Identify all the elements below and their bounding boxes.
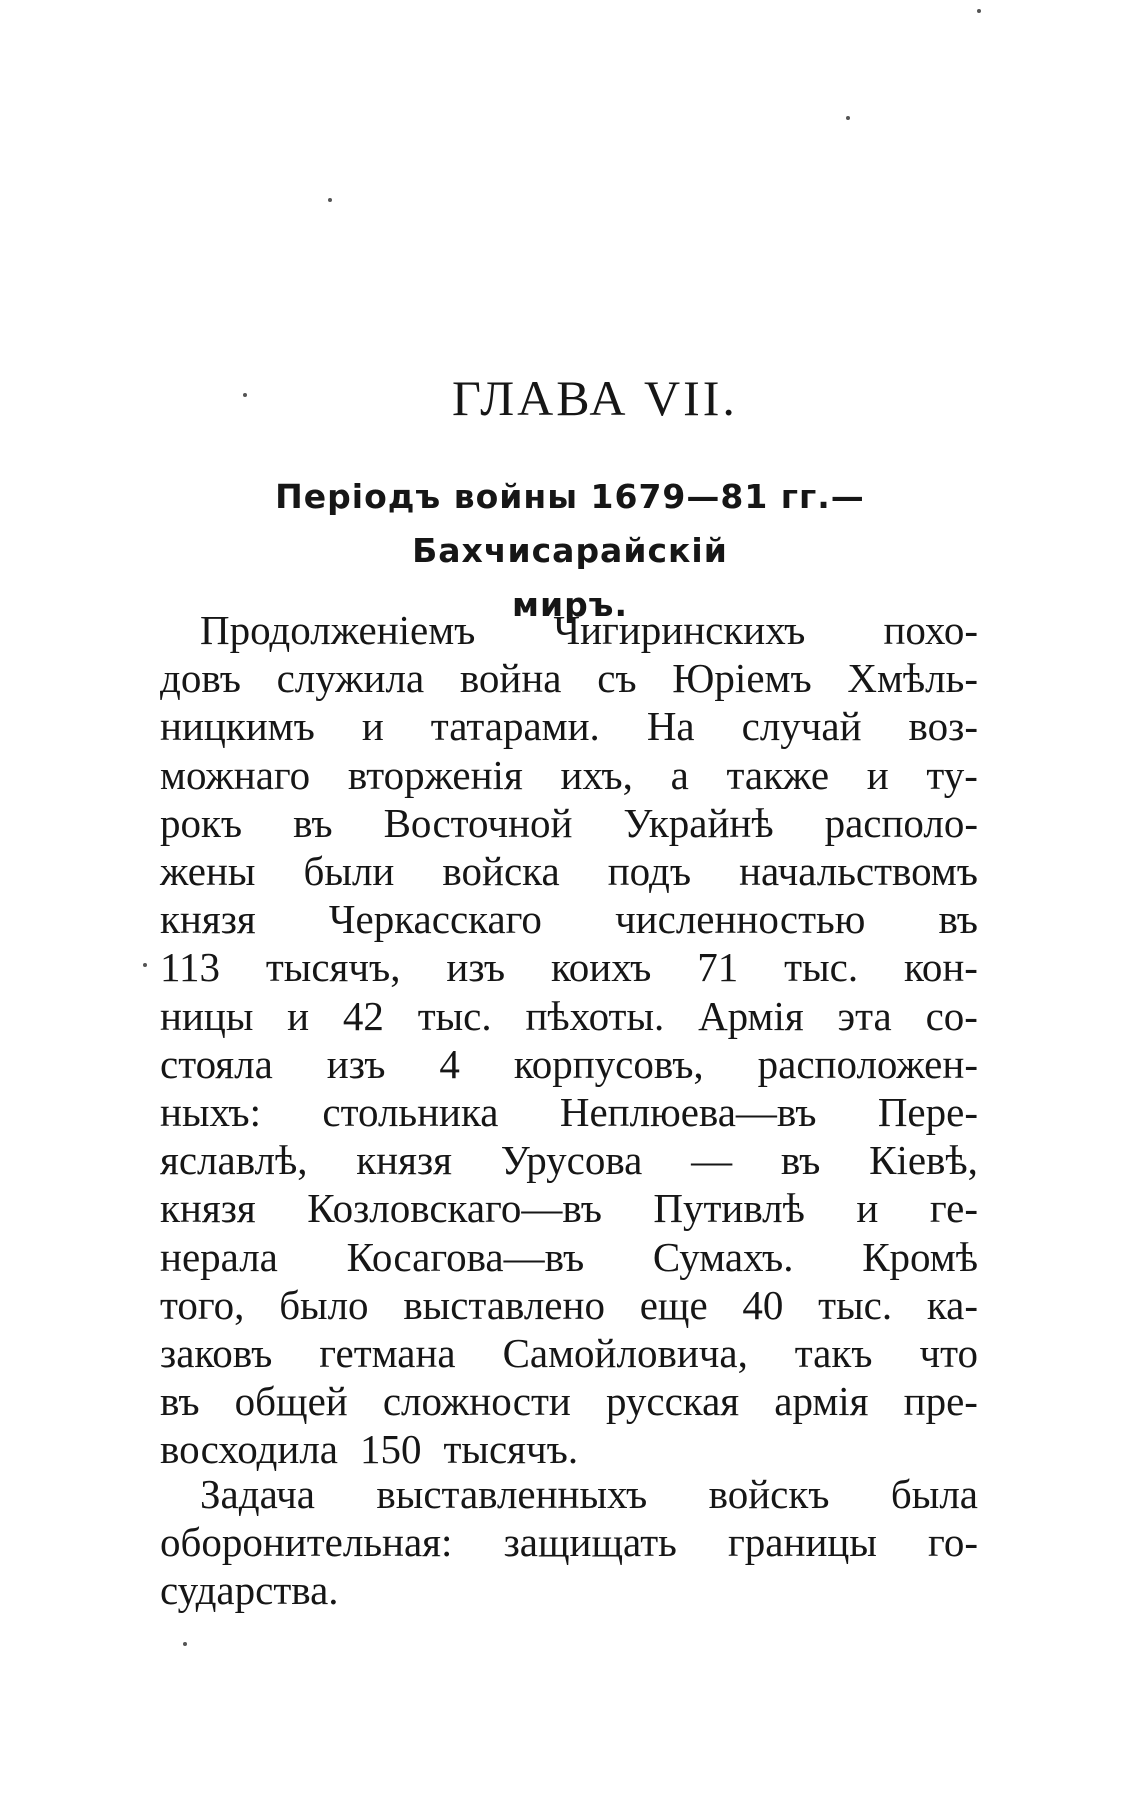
word: Задача [200, 1471, 315, 1517]
word: довъ [160, 655, 241, 702]
word: Украйнѣ [623, 799, 774, 846]
word: 150 [359, 1426, 422, 1473]
word: что [919, 1330, 978, 1376]
word: выставлено [403, 1281, 605, 1328]
word: были [303, 848, 395, 894]
print-speck [243, 393, 247, 397]
word: тыс. [784, 944, 859, 991]
word: вторженія [347, 751, 523, 798]
word: ихъ, [560, 751, 633, 798]
word: оборонительная: [160, 1519, 453, 1566]
text-line [160, 992, 978, 1040]
word: ге- [929, 1185, 978, 1232]
text-line [160, 1281, 978, 1329]
word: 40 [742, 1281, 784, 1328]
word: Урусова [500, 1137, 643, 1184]
word: въ [293, 799, 333, 846]
word: войска [442, 848, 560, 894]
text-line [160, 654, 978, 702]
text-line [160, 799, 978, 847]
word: общей [234, 1378, 348, 1425]
word: границы [727, 1519, 877, 1566]
word: тысячъ, [265, 944, 401, 991]
word: 4 [439, 1040, 460, 1087]
word: Армія [698, 992, 804, 1039]
word: го- [928, 1519, 978, 1566]
word: еще [639, 1281, 708, 1328]
word: Продолженіемъ [200, 607, 476, 653]
word: князя [160, 1185, 256, 1232]
word: — [691, 1137, 733, 1184]
word: съ [597, 655, 637, 702]
word: Черкасскаго [328, 896, 542, 943]
word: князя [356, 1137, 453, 1184]
word: начальствомъ [739, 848, 978, 894]
text-line [160, 943, 978, 991]
print-speck [328, 198, 332, 202]
word: ныхъ: [160, 1089, 262, 1135]
word: подъ [607, 848, 692, 894]
word: Сумахъ. [652, 1233, 794, 1280]
word: тыс. [818, 1281, 893, 1328]
text-line [160, 1040, 978, 1088]
word: Пере- [877, 1089, 978, 1135]
word: была [890, 1471, 978, 1517]
word: русская [605, 1378, 740, 1425]
word: воз- [908, 703, 978, 750]
word: войскъ [708, 1471, 830, 1517]
text-line [160, 1425, 978, 1473]
text-line [200, 1470, 978, 1518]
word: Чигиринскихъ [553, 607, 806, 653]
word: стольника [322, 1089, 499, 1135]
word: сложности [382, 1378, 571, 1425]
word: ка- [926, 1281, 978, 1328]
word: кон- [904, 944, 978, 991]
word: было [279, 1281, 369, 1328]
chapter-heading: ГЛАВА VII. [452, 370, 738, 426]
word: пре- [903, 1378, 978, 1425]
print-speck [846, 116, 850, 120]
word: жены [160, 848, 256, 894]
word: также [726, 751, 830, 798]
word: Юріемъ [672, 655, 812, 702]
word: На [646, 703, 695, 750]
word: расположен- [757, 1040, 978, 1087]
text-line [160, 702, 978, 750]
word: Хмѣль- [847, 655, 978, 702]
text-line [160, 751, 978, 799]
word: армія [774, 1378, 869, 1425]
subtitle-line-1: Періодъ войны 1679—81 гг.—Бахчисарайскій [275, 477, 865, 570]
word: 71 [697, 944, 739, 991]
word: со- [925, 992, 978, 1039]
word: 113 [160, 944, 220, 991]
word: Путивлѣ [653, 1185, 805, 1232]
word: восходила [160, 1426, 338, 1473]
print-speck [143, 963, 147, 967]
word: татарами. [430, 703, 600, 750]
text-line [160, 1136, 978, 1184]
word: 42 [342, 992, 384, 1039]
word: ницкимъ [160, 703, 315, 750]
word: такъ [794, 1330, 873, 1376]
word: Самойловича, [502, 1330, 748, 1376]
word: стояла [160, 1040, 273, 1087]
word: князя [160, 896, 256, 943]
word: Косагова—въ [346, 1233, 585, 1280]
word: гетмана [319, 1330, 456, 1376]
word: ту- [926, 751, 978, 798]
word: заковъ [160, 1330, 273, 1376]
word: и [856, 1185, 879, 1232]
word: того, [160, 1281, 245, 1328]
text-line [160, 1518, 978, 1566]
word: Козловскаго—въ [307, 1185, 602, 1232]
word: корпусовъ, [513, 1040, 704, 1087]
text-line [160, 1566, 978, 1614]
word: тыс. [417, 992, 492, 1039]
word: пѣхоты. [525, 992, 665, 1039]
word: изъ [446, 944, 506, 991]
word: нерала [160, 1233, 278, 1280]
word: похо- [883, 607, 978, 653]
word: ницы [160, 992, 254, 1039]
word: численностью [615, 896, 866, 943]
text-line [160, 1377, 978, 1425]
word: Кромѣ [862, 1233, 978, 1280]
word: защищать [503, 1519, 677, 1566]
word: Кіевѣ, [869, 1137, 978, 1184]
word: въ [780, 1137, 821, 1184]
word: рокъ [160, 799, 243, 846]
word: и [361, 703, 384, 750]
word: можнаго [160, 751, 311, 798]
word: эта [837, 992, 892, 1039]
text-line [160, 1329, 978, 1377]
word: сударства. [160, 1567, 339, 1614]
word: Восточной [383, 799, 573, 846]
word: располо- [824, 799, 978, 846]
word: война [459, 655, 562, 702]
word: и [287, 992, 310, 1039]
print-speck [183, 1642, 187, 1646]
subtitle-line-2: миръ. [511, 585, 629, 624]
word: тысячъ. [443, 1426, 579, 1473]
text-line [160, 1088, 978, 1136]
word: выставленныхъ [376, 1471, 648, 1517]
word: Неплюева—въ [559, 1089, 817, 1135]
word: коихъ [550, 944, 652, 991]
print-speck [977, 9, 981, 13]
text-line [160, 1184, 978, 1232]
word: служила [276, 655, 425, 702]
text-line [160, 895, 978, 943]
word: а [670, 751, 689, 798]
text-line [160, 1233, 978, 1281]
word: случай [741, 703, 862, 750]
text-line [200, 606, 978, 654]
word: изъ [326, 1040, 386, 1087]
word: яславлѣ, [160, 1137, 308, 1184]
word: въ [938, 896, 978, 943]
word: въ [160, 1378, 200, 1425]
text-line [160, 847, 978, 895]
word: и [866, 751, 889, 798]
